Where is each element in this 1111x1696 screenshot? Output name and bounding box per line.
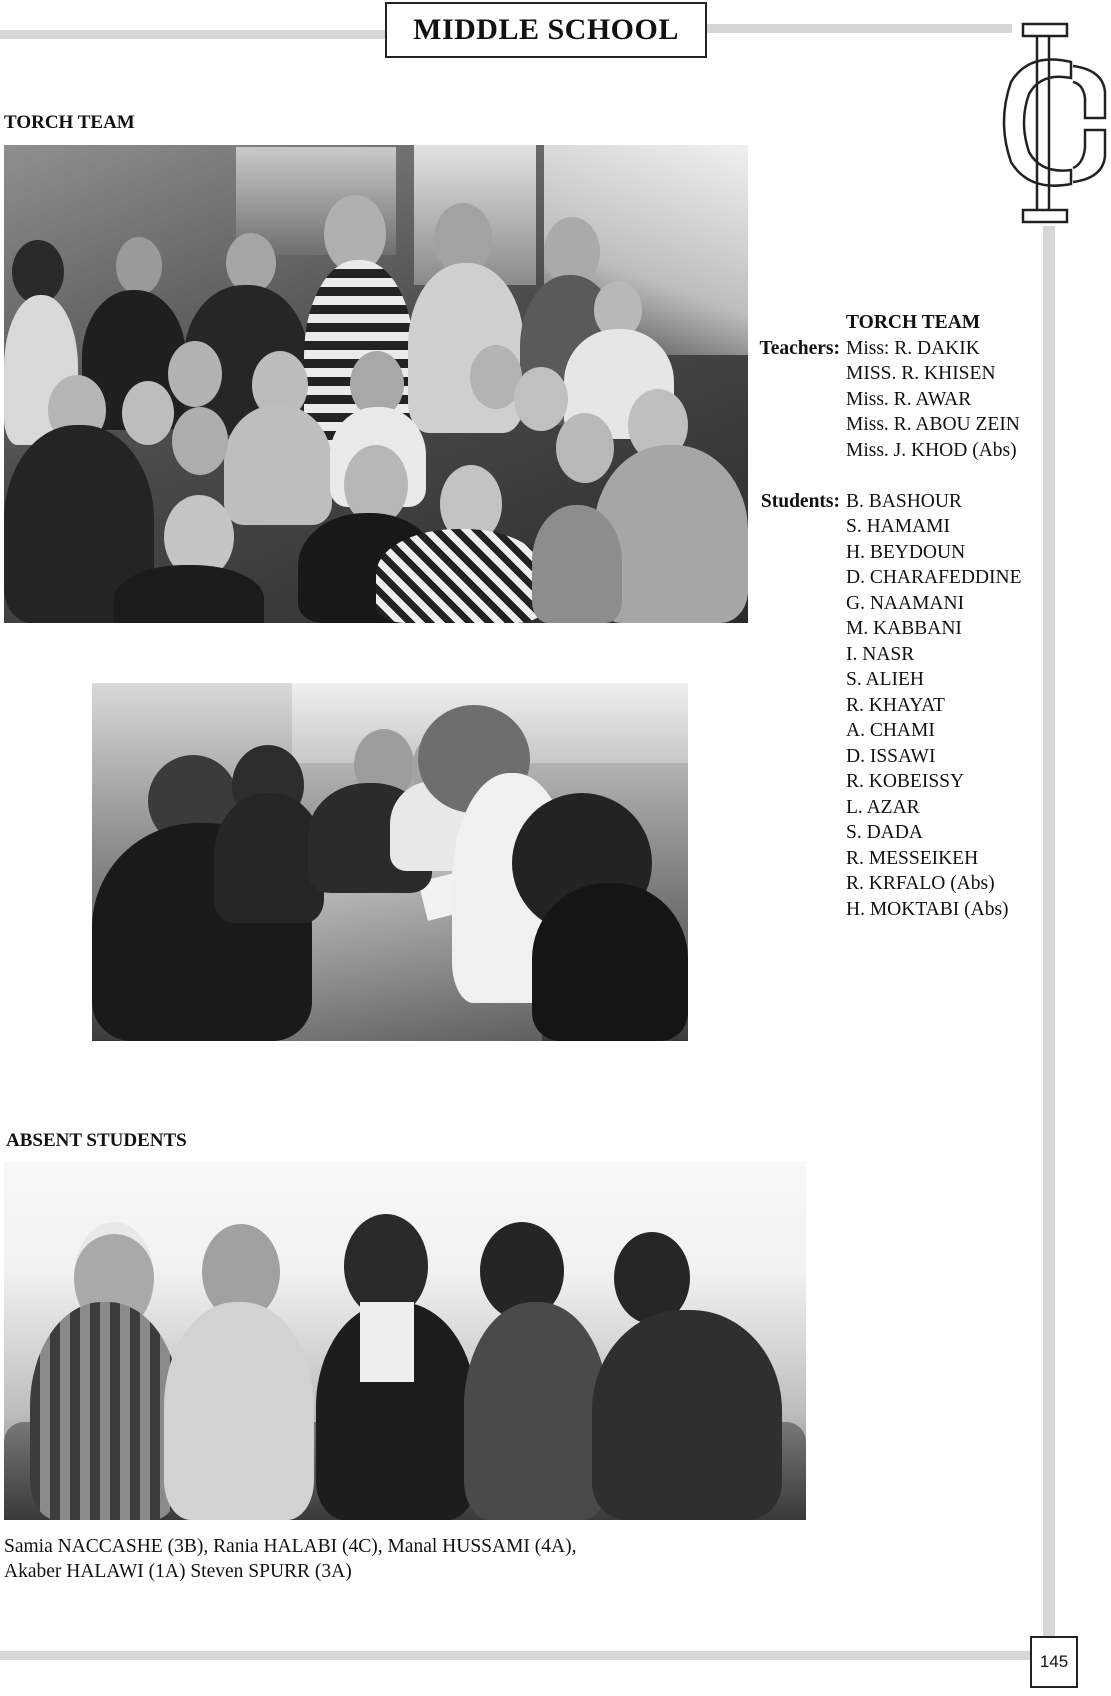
student-name: I. NASR: [846, 643, 915, 665]
teachers-label: Teachers:: [759, 337, 840, 359]
torch-team-roster: [747, 310, 1022, 922]
student-name: H. MOKTABI (Abs): [846, 898, 1009, 920]
absent-students-photo: [4, 1162, 806, 1520]
roster-title: TORCH TEAM: [846, 312, 981, 333]
caption-line: Akaber HALAWI (1A) Steven SPURR (3A): [4, 1561, 352, 1582]
student-name: D. CHARAFEDDINE: [846, 567, 1022, 588]
page-number-box: [1030, 1636, 1078, 1688]
student-name: R. KHAYAT: [846, 694, 945, 716]
caption-line: Samia NACCASHE (3B), Rania HALABI (4C), Manal HUSSAMI (4A),: [4, 1536, 577, 1557]
top-rule-left: [0, 30, 385, 39]
torch-team-label: TORCH TEAM: [4, 112, 135, 133]
torch-team-working-photo: [92, 683, 688, 1041]
student-name: S. ALIEH: [846, 669, 924, 690]
teacher-name: Miss: R. DAKIK: [846, 337, 980, 359]
right-rule: [1043, 226, 1055, 1636]
page-header: [385, 2, 707, 58]
student-name: A. CHAMI: [846, 720, 935, 741]
student-name: R. MESSEIKEH: [846, 847, 979, 869]
student-name: D. ISSAWI: [846, 745, 936, 767]
absent-students-label: ABSENT STUDENTS: [6, 1130, 187, 1151]
teacher-name: Miss. R. ABOU ZEIN: [846, 414, 1020, 435]
page-number: 145: [1039, 1652, 1069, 1671]
students-label: Students:: [760, 490, 840, 512]
student-name: S. DADA: [846, 822, 923, 843]
student-name: G. NAAMANI: [846, 592, 965, 614]
student-name: R. KOBEISSY: [846, 771, 965, 792]
student-name: L. AZAR: [846, 796, 920, 818]
student-name: R. KRFALO (Abs): [846, 873, 995, 894]
student-name: B. BASHOUR: [846, 490, 962, 512]
teacher-name: Miss. J. KHOD (Abs): [846, 439, 1017, 461]
school-logo-icon: [989, 22, 1111, 224]
absent-students-caption: [4, 1534, 577, 1584]
page-title: MIDDLE SCHOOL: [413, 13, 679, 46]
teacher-name: MISS. R. KHISEN: [846, 363, 996, 384]
bottom-rule: [0, 1651, 1030, 1660]
student-name: S. HAMAMI: [846, 516, 951, 537]
student-name: M. KABBANI: [846, 618, 962, 639]
torch-team-photo: [4, 145, 748, 623]
student-name: H. BEYDOUN: [846, 541, 966, 563]
top-rule-right: [707, 24, 1012, 33]
teacher-name: Miss. R. AWAR: [846, 388, 972, 410]
